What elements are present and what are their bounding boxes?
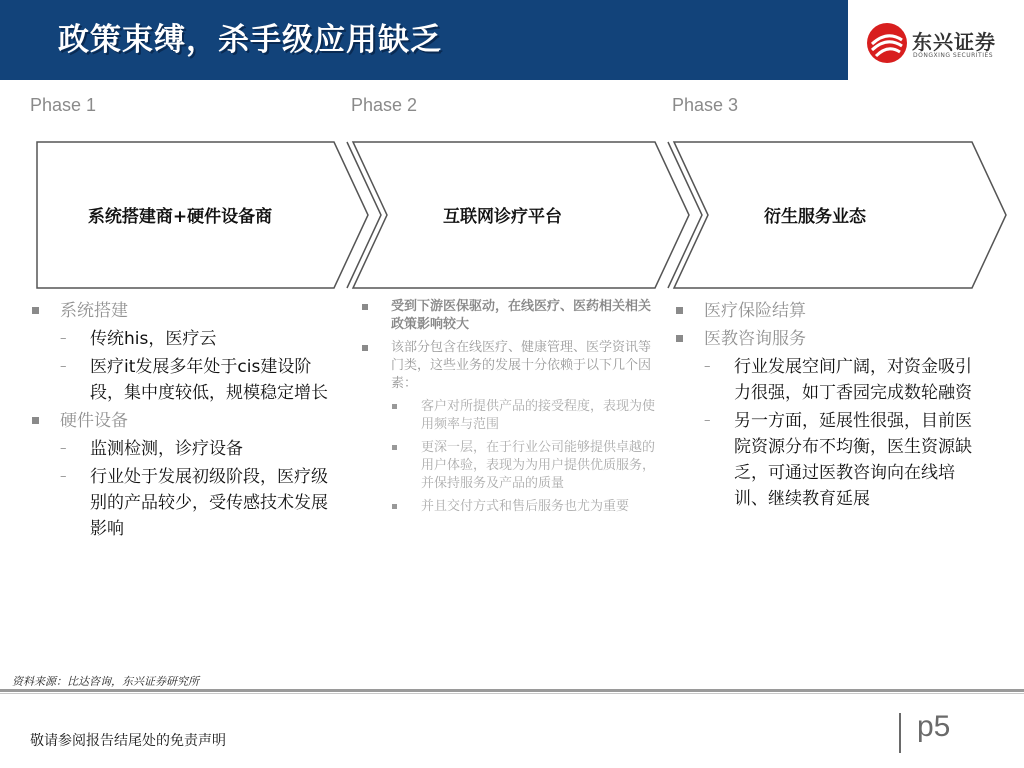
logo-name-en: DONGXING SECURITIES [913,52,994,59]
page-title: 政策束缚，杀手级应用缺乏 [58,22,442,58]
chevron-2-text: 互联网诊疗平台 [443,207,562,227]
sub-bullet: – 传统his，医疗云 [32,326,332,352]
page-number: p5 [917,710,951,743]
bullet-consulting: 医教咨询服务 [676,326,976,352]
logo-icon [866,22,908,64]
sub-bullet: – 行业处于发展初级阶段，医疗级别的产品较少，受传感技术发展影响 [32,464,332,542]
page-number-bar [899,713,901,753]
phase-3-label: Phase 3 [672,95,739,115]
bullet-system-build: 系统搭建 [32,298,332,324]
phase-2-label: Phase 2 [351,95,418,115]
phase-1-details [32,298,332,544]
disclaimer-text: 敬请参阅报告结尾处的免责声明 [30,733,226,749]
bullet-insurance: 医疗保险结算 [676,298,976,324]
chevron-3-text: 衍生服务业态 [764,207,866,227]
bullet-business: 该部分包含在线医疗、健康管理、医学资讯等门类，这些业务的发展十分依赖于以下几个因素： [362,339,662,393]
sub-bullet: 客户对所提供产品的接受程度，表现为使用频率与范围 [362,398,662,434]
sub-bullet: – 监测检测，诊疗设备 [32,436,332,462]
footer-divider [0,689,1024,692]
header-bar [0,0,848,80]
phase-1-label: Phase 1 [30,95,97,115]
sub-bullet: 更深一层，在于行业公司能够提供卓越的用户体验，表现为为用户提供优质服务，并保持服务及产品的质量 [362,439,662,493]
sub-bullet: 并且交付方式和售后服务也尤为重要 [362,498,662,516]
chevron-1-text: 系统搭建商+硬件设备商 [87,207,273,227]
logo-name-cn: 东兴证券 [912,30,996,54]
bullet-policy: 受到下游医保驱动，在线医疗、医药相关相关政策影响较大 [362,298,662,334]
sub-bullet: – 行业发展空间广阔，对资金吸引力很强，如丁香园完成数轮融资 [676,354,976,406]
phase-2-details [362,298,662,521]
footer-divider-thin [0,693,1024,694]
sub-bullet: – 医疗it发展多年处于cis建设阶段，集中度较低，规模稳定增长 [32,354,332,406]
sub-bullet: – 另一方面，延展性很强，目前医院资源分布不均衡，医生资源缺乏，可通过医教咨询向在线培训、继续教育延展 [676,408,976,512]
bullet-hardware: 硬件设备 [32,408,332,434]
phase-3-details [676,298,976,514]
source-note: 资料来源：比达咨询，东兴证券研究所 [12,675,199,688]
